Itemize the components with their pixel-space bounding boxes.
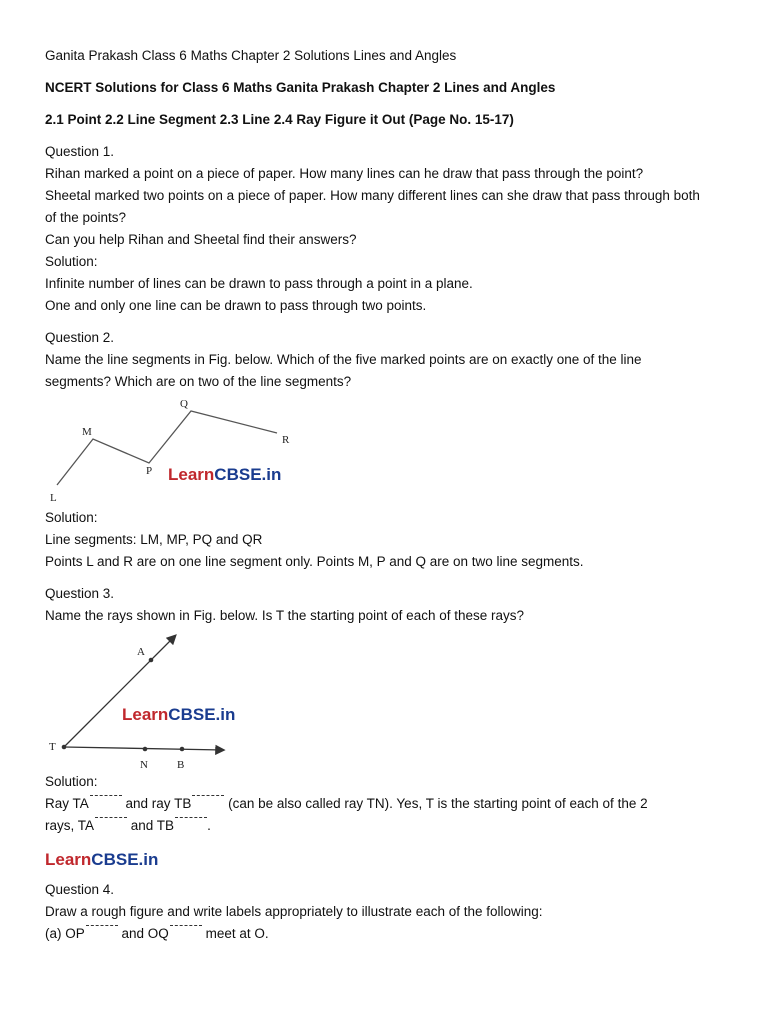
q1-solution-label: Solution:	[45, 254, 98, 269]
point-n	[143, 747, 148, 752]
q3-answer-1: Ray TA and ray TB (can be also called ray TN). Yes, T is the starting point of each of the 2	[45, 796, 648, 811]
q2-figure	[45, 393, 305, 508]
point-label-p: P	[146, 465, 153, 477]
q3-answer-2: rays, TA and TB .	[45, 818, 211, 833]
rays-diagram	[45, 630, 245, 775]
q4-part-a: (a) OP and OQ meet at O.	[45, 926, 269, 941]
q4-text-1: Draw a rough figure and write labels appropriately to illustrate each of the following:	[45, 904, 543, 919]
ray-ta	[64, 636, 175, 747]
q1-text-4: Can you help Rihan and Sheetal find their answers?	[45, 232, 357, 247]
q1-text-2: Sheetal marked two points on a piece of paper. How many different lines can she draw that pass through both	[45, 188, 700, 203]
point-label-a: A	[137, 646, 145, 658]
q1-heading: Question 1.	[45, 144, 115, 159]
q2-heading: Question 2.	[45, 330, 115, 345]
q1-text-3: of the points?	[45, 210, 127, 225]
q2-text-1: Name the line segments in Fig. below. Which of the five marked points are on exactly one of the line	[45, 352, 642, 367]
point-label-r: R	[282, 434, 290, 446]
q3-solution-label: Solution:	[45, 774, 98, 789]
doc-subtitle: NCERT Solutions for Class 6 Maths Ganita Prakash Chapter 2 Lines and Angles	[45, 80, 556, 95]
point-a	[149, 658, 154, 663]
section-heading: 2.1 Point 2.2 Line Segment 2.3 Line 2.4 Ray Figure it Out (Page No. 15-17)	[45, 112, 514, 127]
q2-answer-2: Points L and R are on one line segment only. Points M, P and Q are on two line segments.	[45, 554, 584, 569]
q4-heading: Question 4.	[45, 882, 115, 897]
learncbse-watermark: LearnCBSE.in	[168, 465, 282, 484]
q2-text-2: segments? Which are on two of the line segments?	[45, 374, 352, 389]
point-label-l: L	[50, 492, 57, 504]
point-label-n: N	[140, 759, 148, 771]
learncbse-logo: LearnCBSE.in	[45, 850, 159, 869]
q1-text-1: Rihan marked a point on a piece of paper. How many lines can he draw that pass through the point?	[45, 166, 644, 181]
point-label-t: T	[49, 741, 56, 753]
point-t	[62, 745, 67, 750]
q3-figure	[45, 630, 245, 775]
line-segments-diagram	[45, 393, 305, 508]
point-b	[180, 747, 185, 752]
point-label-m: M	[82, 426, 92, 438]
q3-text-1: Name the rays shown in Fig. below. Is T the starting point of each of these rays?	[45, 608, 525, 623]
q2-answer-1: Line segments: LM, MP, PQ and QR	[45, 532, 263, 547]
q2-solution-label: Solution:	[45, 510, 98, 525]
q3-heading: Question 3.	[45, 586, 115, 601]
q1-answer-2: One and only one line can be drawn to pass through two points.	[45, 298, 427, 313]
doc-title: Ganita Prakash Class 6 Maths Chapter 2 Solutions Lines and Angles	[45, 48, 457, 63]
learncbse-watermark-2: LearnCBSE.in	[122, 705, 236, 724]
point-label-q: Q	[180, 398, 188, 410]
q1-answer-1: Infinite number of lines can be drawn to pass through a point in a plane.	[45, 276, 473, 291]
point-label-b: B	[177, 759, 185, 771]
